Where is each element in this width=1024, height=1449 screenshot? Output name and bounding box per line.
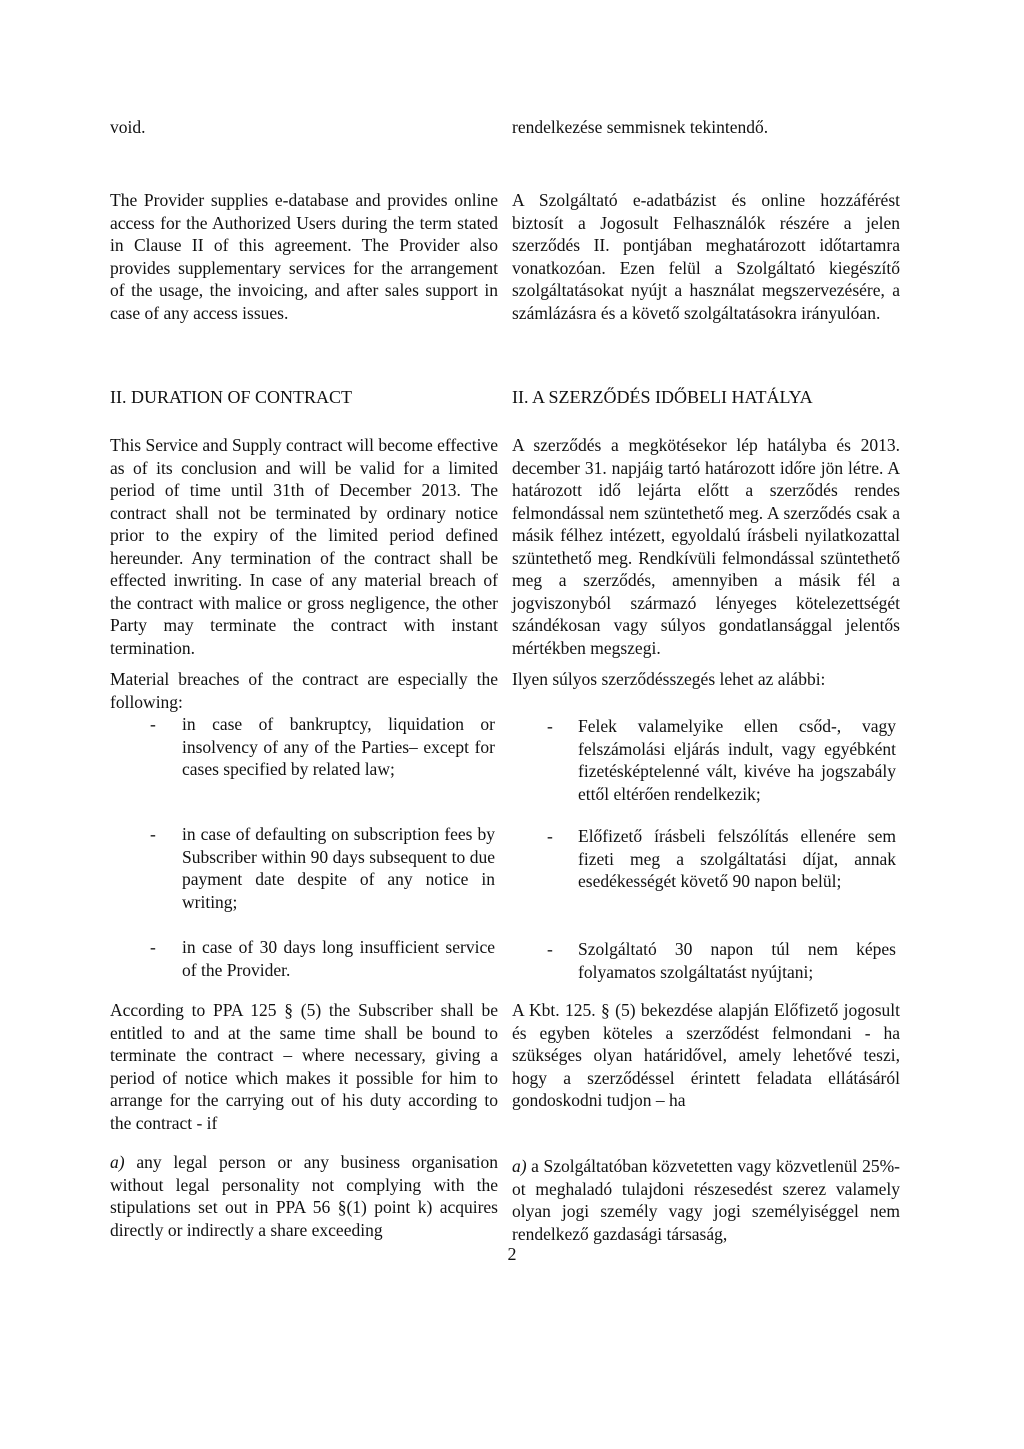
right-duration-paragraph: A szerződés a megkötésekor lép hatályba és 2013. december 31. napjáig tartó határozott időre jön létre. A határozott idő lejárta előtt a szerződés rendes felmondással nem szüntethető meg. A szerződés csak a másik félhez intézett, egyoldalú írásbeli nyilatkozattal szüntethető meg. Rendkívüli felmondással szüntethető meg a szerződés, amennyiben a másik fél a jogviszonyból származó lényeges kötelezettségét szándékosan vagy súlyos gondatlansággal jelentős mértékben megszegi. (512, 435, 900, 658)
right-breaches-intro: Ilyen súlyos szerződésszegés lehet az alábbi: (512, 669, 826, 689)
right-bullet-item: Előfizető írásbeli felszólítás ellenére sem fizeti meg a szolgáltatási díjat, annak esedékességét követő 90 napon belül; (578, 826, 896, 891)
left-section-heading: II. DURATION OF CONTRACT (110, 387, 352, 407)
left-bullet-item: in case of defaulting on subscription fees by Subscriber within 90 days subsequent to due payment date despite of any notice in writing; (182, 824, 495, 912)
left-point-a-marker: a) (110, 1152, 125, 1172)
left-provider-paragraph: The Provider supplies e-database and provides online access for the Authorized Users during the term stated in Clause II of this agreement. The Provider also provides supplementary services for the arrangement of the usage, the invoicing, and after sales support in case of any access issues. (110, 190, 498, 323)
right-bullet-dash: - (547, 826, 553, 846)
left-bullet-dash: - (150, 937, 156, 957)
page-number: 2 (507, 1244, 517, 1264)
right-point-a-text: a Szolgáltatóban közvetetten vagy közvetlenül 25%-ot meghaladó tulajdoni részesedést szerez valamely olyan jogi személy vagy jogi személyiséggel nem rendelkező gazdasági társaság, (512, 1156, 900, 1244)
left-bullet-dash: - (150, 714, 156, 734)
left-point-a-text: any legal person or any business organisation without legal personality not complying with the stipulations set out in PPA 56 §(1) point k) acquires directly or indirectly a share exceeding (110, 1152, 498, 1240)
right-bullet-dash: - (547, 716, 553, 736)
right-point-a-marker: a) (512, 1156, 527, 1176)
left-breaches-intro: Material breaches of the contract are especially the following: (110, 669, 498, 712)
right-void-text: rendelkezése semmisnek tekintendő. (512, 117, 769, 137)
left-bullet-dash: - (150, 824, 156, 844)
right-ppa-paragraph: A Kbt. 125. § (5) bekezdése alapján Előfizető jogosult és egyben köteles a szerződést felmondani - ha szükséges olyan határidővel, amely lehetővé teszi, hogy a szerződéssel érintett feladata ellátásáról gondoskodni tudjon – ha (512, 1000, 900, 1110)
right-point-a-paragraph (512, 1155, 900, 1245)
right-bullet-dash: - (547, 939, 553, 959)
right-section-heading: II. A SZERZŐDÉS IDŐBELI HATÁLYA (512, 387, 813, 407)
left-bullet-item: in case of bankruptcy, liquidation or insolvency of any of the Parties– except for cases specified by related law; (182, 714, 495, 779)
left-void-text: void. (110, 117, 146, 137)
right-bullet-item: Felek valamelyike ellen csőd-, vagy felszámolási eljárás indult, vagy egyébként fizetésképtelenné vált, kivéve ha jogszabály ettől eltérően rendelkezik; (578, 716, 896, 804)
left-bullet-item: in case of 30 days long insufficient service of the Provider. (182, 937, 495, 980)
right-provider-paragraph: A Szolgáltató e-adatbázist és online hozzáférést biztosít a Jogosult Felhasználók részére a jelen szerződés II. pontjában meghatározott időtartamra vonatkozóan. Ezen felül a Szolgáltató kiegészítő szolgáltatásokat nyújt a használat megszervezésére, a számlázásra és a követő szolgáltatásokra irányulóan. (512, 190, 900, 323)
right-bullet-item: Szolgáltató 30 napon túl nem képes folyamatos szolgáltatást nyújtani; (578, 939, 896, 982)
left-point-a-paragraph (110, 1151, 498, 1241)
left-duration-paragraph: This Service and Supply contract will become effective as of its conclusion and will be valid for a limited period of time until 31th of December 2013. The contract shall not be terminated by ordinary notice prior to the expiry of the limited period defined hereunder. Any termination of the contract shall be effected inwriting. In case of any material breach of the contract with malice or gross negligence, the other Party may terminate the contract with instant termination. (110, 435, 498, 658)
left-ppa-paragraph: According to PPA 125 § (5) the Subscriber shall be entitled to and at the same time shall be bound to terminate the contract – where necessary, giving a period of notice which makes it possible for him to arrange for the carrying out of his duty according to the contract - if (110, 1000, 498, 1133)
